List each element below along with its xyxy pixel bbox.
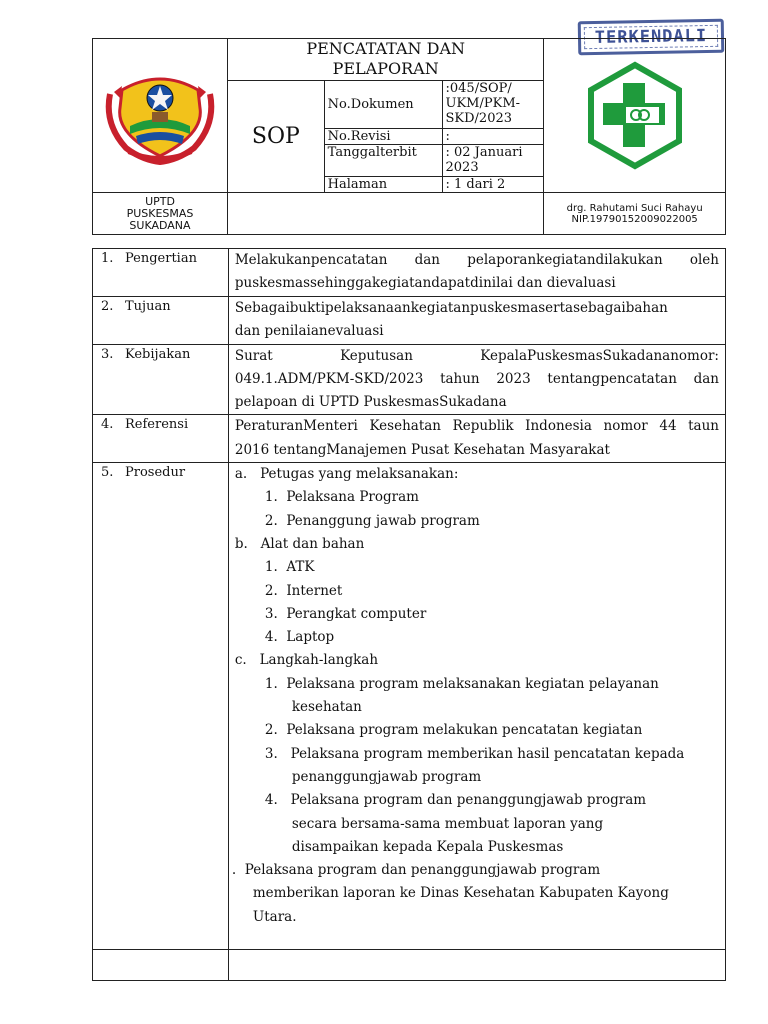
stamp-text: TERKENDALI [594,26,708,48]
list-item-continuation: kesehatan [291,699,362,716]
list-heading: b. Alat dan bahan [234,535,365,552]
list-heading: c. Langkah-langkah [234,652,379,669]
row-pengertian [93,249,726,297]
no-dokumen-value [442,81,544,129]
section-number: 2. [101,299,114,314]
section-label-kebijakan [93,344,229,415]
left-logo-cell [93,39,228,193]
document-title-cell [228,39,544,81]
list-item: 1. Pelaksana program melaksanakan kegiatan pelayanan [264,675,659,692]
closing-step-continuation: memberikan laporan ke Dinas Kesehatan Kabupaten Kayong [252,885,669,902]
list-item: 3. Pelaksana program memberikan hasil pencatatan kepada [264,745,685,762]
row-tujuan [93,297,726,345]
no-revisi-label: No.Revisi [324,129,442,145]
text-line: puskesmassehinggakegiatandapatdinilai dan dievaluasi [234,275,616,292]
list-item: 1. Pelaksana Program [264,489,419,506]
organization-name [93,193,228,235]
text-line: Sebagaibuktipelaksanaankegiatanpuskesmasertasebagaibahan [234,300,668,316]
puskesmas-cross-logo-icon [580,61,690,171]
sop-content-table [92,248,726,981]
text-line: Melakukanpencatatan dan pelaporankegiatandilakukan oleh [234,252,719,268]
tanggal-terbit-label: Tanggalterbit [324,145,442,177]
text-line: dan penilaianevaluasi [234,323,384,340]
text-line: PeraturanMenteri Kesehatan Republik Indonesia nomor 44 taun [234,418,719,435]
signer-block [544,193,726,235]
signer-name: drg. Rahutami Suci Rahayu [566,202,703,214]
title-line-2: PELAPORAN [332,59,439,78]
list-item-continuation: penanggungjawab program [291,768,482,785]
list-heading: a. Petugas yang melaksanakan: [234,466,459,483]
tanggal-terbit-value [442,145,544,177]
row-kebijakan [93,344,726,415]
section-label-pengertian [93,249,229,297]
sop-label: SOP [228,81,325,193]
section-label-prosedur [93,463,229,950]
list-item-continuation: disampaikan kepada Kepala Puskesmas [291,838,564,855]
section-text-prosedur [228,463,725,950]
org-line-1: UPTD [145,194,175,208]
right-logo-cell [544,39,726,193]
row-empty [93,950,726,981]
halaman-label: Halaman [324,177,442,193]
section-number: 4. [101,417,114,433]
org-line-3: SUKADANA [129,218,191,232]
text-line: pelapoan di UPTD PuskesmasSukadana [234,394,507,411]
no-dokumen-value-line-3: SKD/2023 [445,111,513,126]
section-number: 1. [101,251,114,266]
list-item: 2. Internet [264,582,343,599]
section-number: 3. [101,346,114,362]
blank-signature-area [228,193,544,235]
signer-nip: NIP.19790152009022005 [571,213,698,225]
list-item: 3. Perangkat computer [264,605,427,622]
row-prosedur [93,463,726,950]
section-text-referensi [228,415,725,463]
section-label-tujuan [93,297,229,345]
closing-step: . Pelaksana program dan penanggungjawab program [231,862,601,879]
section-label-text: Referensi [125,417,189,433]
list-item: 4. Laptop [264,629,335,646]
text-line: Surat Keputusan KepalaPuskesmasSukadananomor: [234,347,719,364]
no-dokumen-label: No.Dokumen [324,81,442,129]
section-number: 5. [101,465,114,481]
sop-header-table [92,38,726,235]
list-item: 1. ATK [264,559,315,576]
list-item: 2. Penanggung jawab program [264,512,480,529]
list-item-continuation: secara bersama-sama membuat laporan yang [291,815,604,832]
closing-step-continuation: Utara. [252,908,297,925]
section-text-pengertian [228,249,725,297]
section-label-text: Kebijakan [125,346,191,362]
list-item: 2. Pelaksana program melakukan pencatatan kegiatan [264,722,643,739]
no-dokumen-value-line-1: :045/SOP/ [445,81,512,96]
section-text-kebijakan [228,344,725,415]
section-label-referensi [93,415,229,463]
empty-cell [228,950,725,981]
section-label-text: Tujuan [125,299,171,314]
text-line: 2016 tentangManajemen Pusat Kesehatan Masyarakat [234,441,610,458]
title-line-1: PENCATATAN DAN [306,39,465,58]
empty-cell [93,950,229,981]
section-label-text: Prosedur [125,465,186,481]
row-referensi [93,415,726,463]
org-line-2: PUSKESMAS [126,206,194,220]
section-label-text: Pengertian [125,251,197,266]
halaman-value: : 1 dari 2 [442,177,544,193]
no-revisi-value: : [442,129,544,145]
list-item: 4. Pelaksana program dan penanggungjawab program [264,792,647,809]
tanggal-terbit-value-line-2: 2023 [445,160,479,175]
tanggal-terbit-value-line-1: : 02 Januari [445,145,523,160]
regency-emblem-icon [96,64,224,168]
text-line: 049.1.ADM/PKM-SKD/2023 tahun 2023 tentangpencatatan dan [234,370,719,387]
no-dokumen-value-line-2: UKM/PKM- [445,96,521,111]
section-text-tujuan [228,297,725,345]
